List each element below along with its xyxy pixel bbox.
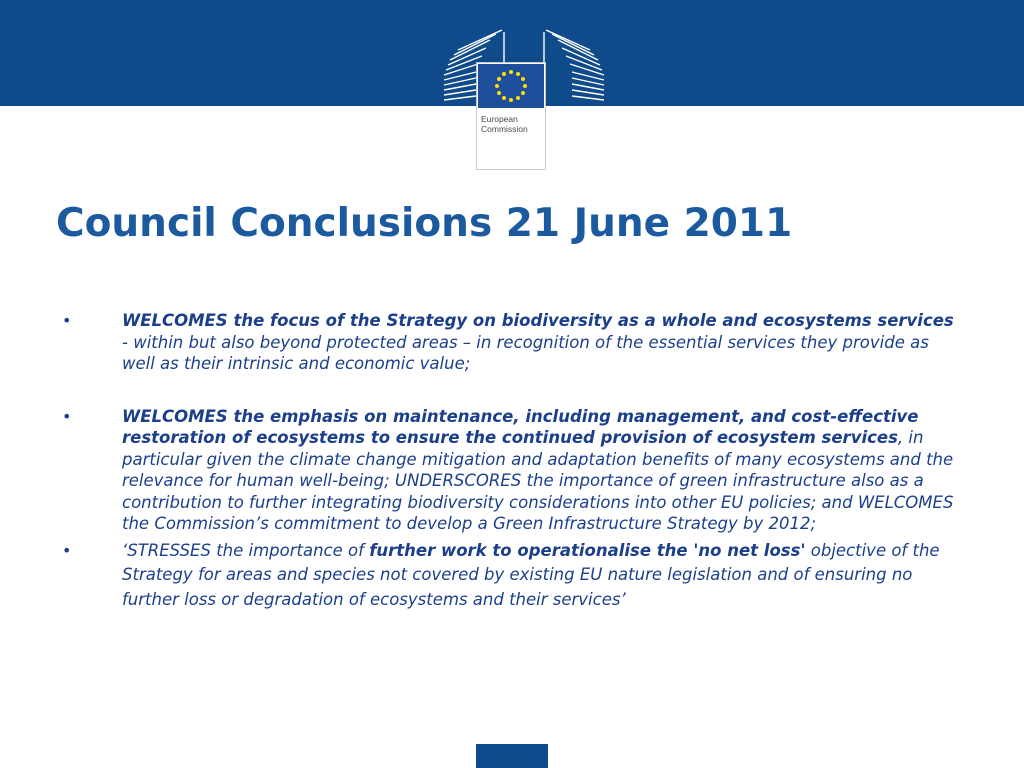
bullet-1-bold: WELCOMES the focus of the Strategy on biodiversity as a whole and ecosystems services: [122, 311, 954, 330]
slide-title: Council Conclusions 21 June 2011: [56, 201, 793, 246]
eu-flag-icon: [478, 64, 544, 108]
bullet-3-bold: further work to operationalise the 'no net loss': [369, 540, 806, 560]
bullet-2-bold: WELCOMES the emphasis on maintenance, including management, and cost-effective restoration of ecosystems to ensure the continued provision of ecosystem services: [122, 406, 919, 447]
bullet-1-text: - within but also beyond protected areas – in recognition of the essential services they provide as well as their intrinsic and economic value;: [122, 332, 929, 373]
bullet-3-text-after: objective of the Strategy for areas and species not covered by existing EU nature legislation and of ensuring no further loss or degradation of ecosystems and their services’: [122, 540, 940, 609]
european-commission-logo: [442, 28, 606, 144]
bullet-item-2: [62, 406, 962, 535]
logo-line-2: Commission: [481, 124, 528, 134]
logo-emblem: [476, 62, 546, 170]
bullet-3-text-before: ‘STRESSES the importance of: [122, 540, 370, 560]
logo-line-1: European: [481, 114, 518, 124]
bullet-marker: •: [62, 406, 72, 426]
bullet-2-text: , in particular given the climate change mitigation and adaptation benefits of many ecosystems and the relevance for human well-being; UNDERSCORES the importance of green infrastructure also as a contribution to further integrating biodiversity considerations into other EU policies; and WELCOMES the Commission’s commitment to develop a Green Infrastructure Strategy by 2012;: [122, 428, 954, 533]
bullet-marker: •: [62, 540, 72, 560]
bullet-marker: •: [62, 311, 72, 330]
bullet-list: [62, 310, 962, 612]
logo-wordmark: [481, 114, 543, 134]
bullet-item-1: [62, 310, 962, 375]
footer-tab: [476, 744, 548, 768]
bullet-item-3: [62, 539, 962, 613]
